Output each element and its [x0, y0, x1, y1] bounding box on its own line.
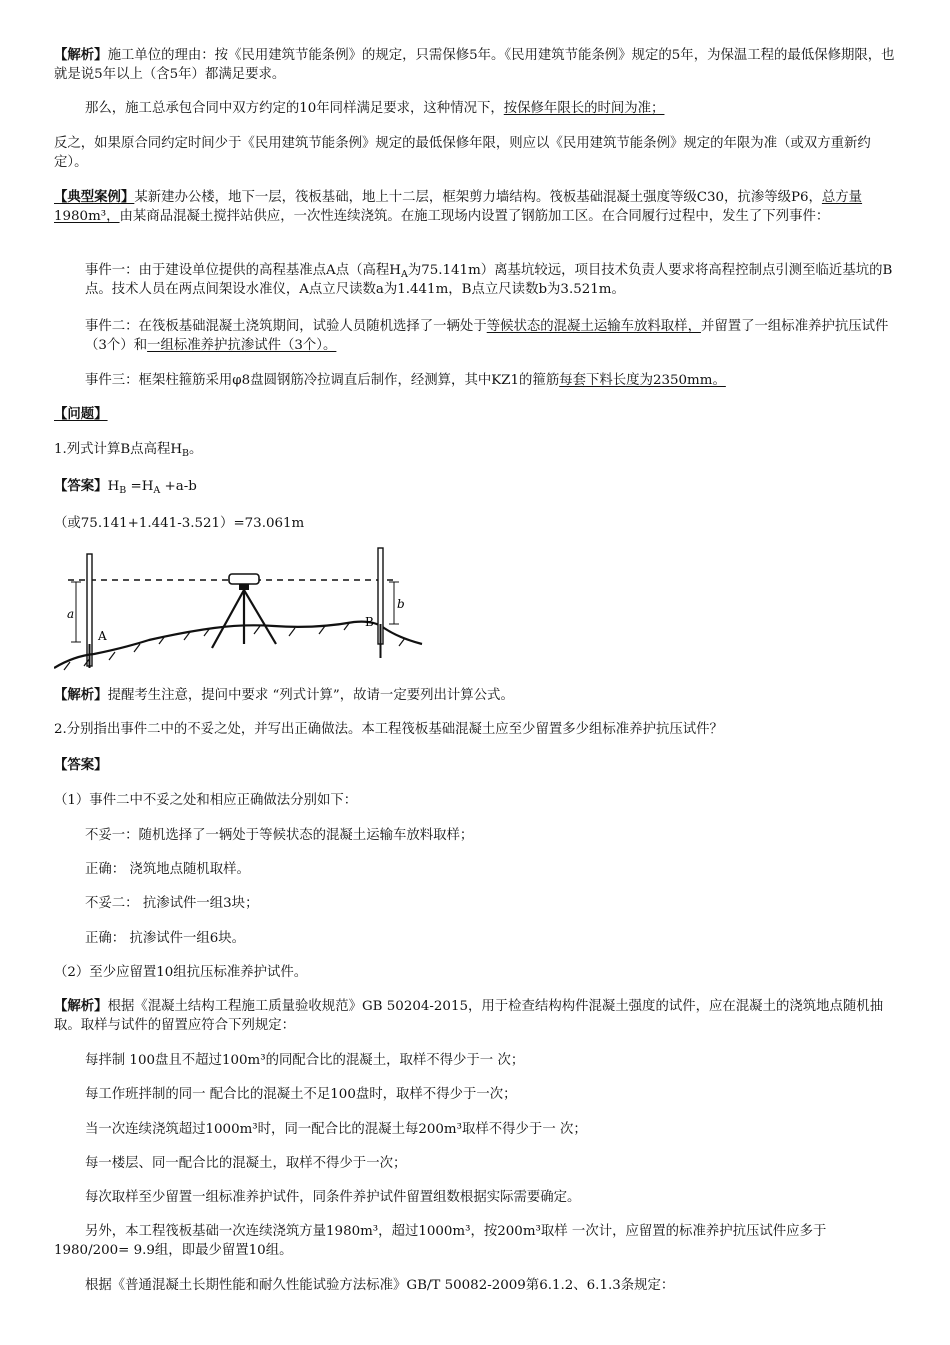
questions-label: 【问题】 [54, 406, 108, 422]
answer-text: 正确： 浇筑地点随机取样。 [85, 862, 250, 877]
rule-text: 每次取样至少留置一组标准养护试件，同条件养护试件留置组数根据实际需要确定。 [85, 1190, 581, 1205]
event-1 [85, 261, 896, 299]
question-text: 2.分别指出事件二中的不妥之处，并写出正确做法。本工程筏板基础混凝土应至少留置多少组标准养护抗压试件？ [54, 722, 723, 737]
answer-2-wrong-1 [85, 826, 896, 845]
rule-text: 每拌制 100盘且不超过100m³的同配合比的混凝土，取样不得少于一 次； [85, 1053, 525, 1068]
underlined-text: 每套下料长度为2350mm。 [559, 373, 726, 388]
analysis-paragraph-2 [54, 686, 896, 705]
analysis-label: 【解析】 [54, 47, 108, 63]
analysis-text: 根据《普通混凝土长期性能和耐久性能试验方法标准》GB/T 50082-2009第6.1.2、6.1.3条规定： [85, 1278, 675, 1293]
analysis-paragraph-3 [54, 997, 896, 1035]
subscript: A [400, 269, 408, 280]
answer-label: 【答案】 [54, 757, 108, 773]
event-text: 并留置了一组标准养护抗压试件（3个）和 [85, 319, 889, 353]
rule-4 [85, 1154, 896, 1173]
event-3 [85, 371, 896, 390]
paragraph-text: 反之，如果原合同约定时间少于《民用建筑节能条例》规定的最低保修年限，则应以《民用建筑节能条例》规定的年限为准（或双方重新约定）。 [54, 136, 871, 170]
event-2 [85, 317, 896, 355]
event-text: 事件二：在筏板基础混凝土浇筑期间，试验人员随机选择了一辆处于 [85, 319, 487, 334]
analysis-last [85, 1276, 896, 1295]
formula: +a-b [160, 479, 197, 494]
ground-hatching [64, 622, 405, 670]
tripod-leg [244, 590, 276, 644]
answer-2-item-1 [54, 791, 896, 810]
answer-2-heading [54, 756, 896, 775]
question-text: 。 [189, 442, 203, 457]
answer-2-wrong-2 [85, 894, 896, 913]
analysis-text: 施工单位的理由：按《民用建筑节能条例》的规定，只需保修5年。《民用建筑节能条例》规定的5年，为保温工程的最低保修期限，也就是说5年以上（含5年）都满足要求。 [54, 48, 895, 82]
subscript: B [182, 448, 190, 459]
rule-3 [85, 1120, 896, 1139]
case-text: 某新建办公楼，地下一层，筏板基础，地上十二层，框架剪力墙结构。筏板基础混凝土强度等级C30，抗渗等级P6， [134, 190, 822, 205]
event-text: 为75.141m）离基坑较远，项目技术负责人要求将高程控制点引测至临近基坑的B点。技术人员在两点间架设水准仪，A点立尺读数a为1.441m，B点立尺读数b为3.521m。 [85, 263, 893, 297]
level-head [239, 584, 249, 590]
rule-1 [85, 1051, 896, 1070]
answer-text: （2）至少应留置10组抗压标准养护试件。 [54, 965, 308, 980]
answer-text: 不妥二： 抗渗试件一组3块； [85, 896, 259, 911]
subscript: B [119, 485, 127, 496]
rule-text: 当一次连续浇筑超过1000m³时，同一配合比的混凝土每200m³取样不得少于一 次； [85, 1122, 587, 1137]
analysis-text: 提醒考生注意，提问中要求 “列式计算”，故请一定要列出计算公式。 [107, 688, 514, 703]
question-text: 1.列式计算B点高程H [54, 442, 183, 457]
formula: H [107, 479, 120, 494]
case-text: 由某商品混凝土搅拌站供应，一次性连续浇筑。在施工现场内设置了钢筋加工区。在合同履行过程中，发生了下列事件： [119, 209, 830, 224]
case-paragraph [54, 188, 896, 226]
label-reading-b: b [397, 597, 405, 611]
answer-text: （1）事件二中不妥之处和相应正确做法分别如下： [54, 793, 358, 808]
analysis-extra [54, 1222, 896, 1260]
answer-1 [54, 477, 896, 496]
analysis-paragraph-1 [54, 46, 896, 84]
paragraph-text: 那么，施工总承包合同中双方约定的10年同样满足要求，这种情况下， [85, 101, 504, 116]
rule-5 [85, 1188, 896, 1207]
answer-label: 【答案】 [54, 478, 108, 494]
underlined-text: 按保修年限长的时间为准； [503, 101, 665, 116]
paragraph-2 [85, 99, 896, 118]
answer-text: 正确： 抗渗试件一组6块。 [85, 931, 246, 946]
subscript: A [153, 485, 161, 496]
question-1 [54, 440, 896, 459]
answer-text: 不妥一：随机选择了一辆处于等候状态的混凝土运输车放料取样； [85, 828, 474, 843]
level-instrument [229, 574, 259, 584]
label-point-b: B [365, 615, 374, 629]
label-reading-a: a [67, 607, 75, 621]
label-point-a: A [98, 629, 107, 643]
answer-2-item-2 [54, 963, 896, 982]
paragraph-3 [54, 134, 896, 172]
formula: =H [126, 479, 154, 494]
analysis-label: 【解析】 [54, 687, 108, 703]
calculation-text: （或75.141+1.441-3.521）=73.061m [54, 516, 305, 531]
underlined-text: 一组标准养护抗渗试件（3个）。 [147, 338, 337, 353]
rule-text: 每一楼层、同一配合比的混凝土，取样不得少于一次； [85, 1156, 407, 1171]
answer-2-right-1 [85, 860, 896, 879]
answer-2-right-2 [85, 929, 896, 948]
leveling-diagram [54, 544, 424, 672]
question-2 [54, 720, 896, 739]
rule-text: 每工作班拌制的同一 配合比的混凝土不足100盘时，取样不得少于一次； [85, 1087, 517, 1102]
event-text: 事件一：由于建设单位提供的高程基准点A点（高程H [85, 263, 401, 278]
underlined-text: 等候状态的混凝土运输车放料取样， [486, 319, 701, 334]
analysis-text: 根据《混凝土结构工程施工质量验收规范》GB 50204-2015，用于检查结构构件混凝土强度的试件，应在混凝土的浇筑地点随机抽取。取样与试件的留置应符合下列规定： [54, 999, 884, 1033]
event-text: 事件三：框架柱箍筋采用φ8盘圆钢筋冷拉调直后制作，经测算，其中KZ1的箍筋 [85, 373, 560, 388]
rule-2 [85, 1085, 896, 1104]
underlined-text: 总方量1980m³， [54, 190, 863, 224]
analysis-label: 【解析】 [54, 998, 108, 1014]
case-label: 【典型案例】 [54, 189, 135, 205]
answer-1-calculation [54, 514, 896, 533]
analysis-text: 另外，本工程筏板基础一次连续浇筑方量1980m³，超过1000m³，按200m³取样 一次计，应留置的标准养护抗压试件应多于1980/200= 9.9组，即最少留置10组。 [54, 1224, 827, 1258]
questions-heading [54, 405, 896, 424]
tripod-leg [212, 590, 244, 648]
